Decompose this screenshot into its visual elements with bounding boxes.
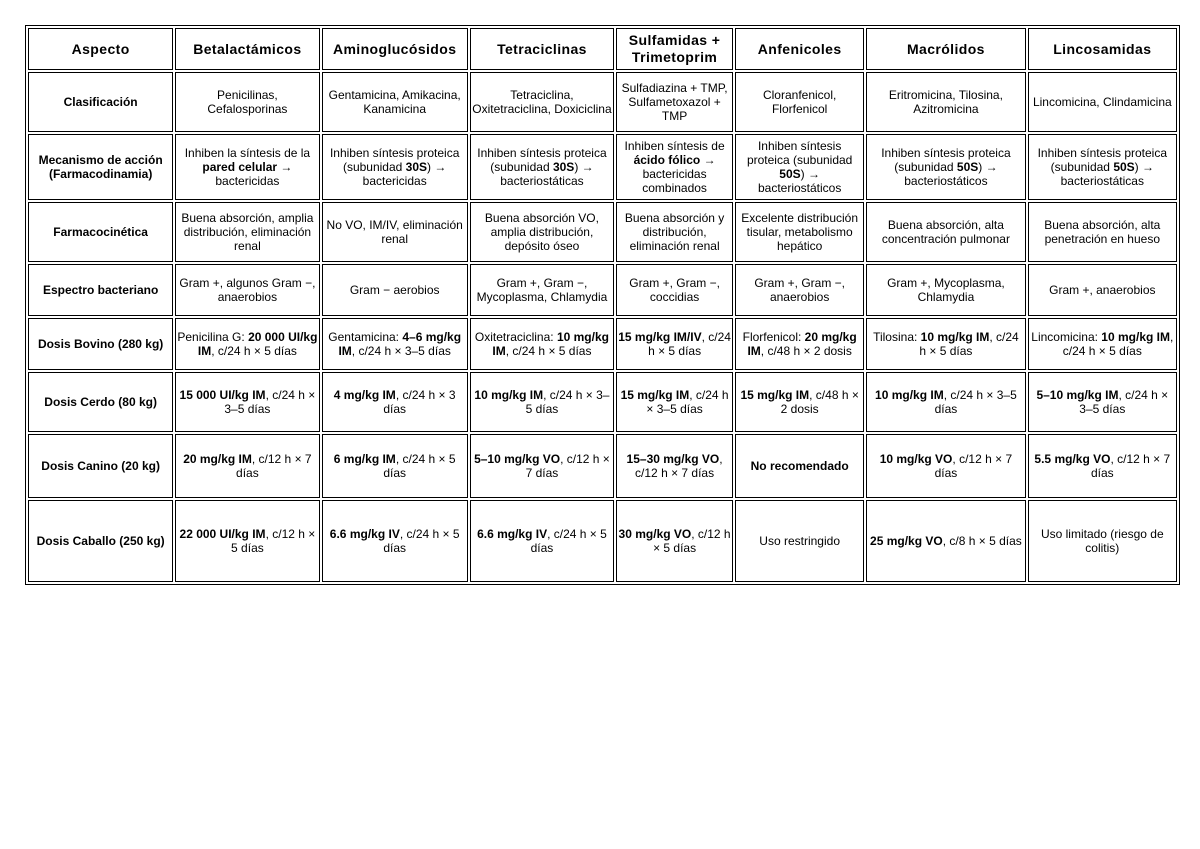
table-row [28, 434, 1177, 498]
cell-text-bold: 20 mg/kg IM [183, 452, 252, 466]
cell-text: Buena absorción y distribución, eliminación renal [624, 211, 725, 253]
table-cell [322, 72, 468, 132]
column-header: Sulfamidas + Trimetoprim [616, 28, 733, 70]
cell-text-bold: 50S [779, 167, 801, 181]
table-row [28, 202, 1177, 262]
table-cell [470, 72, 614, 132]
column-header: Aspecto [28, 28, 173, 70]
table-row [28, 318, 1177, 370]
table-row [28, 134, 1177, 200]
table-header-row [28, 28, 1177, 70]
cell-text: Cloranfenicol, Florfenicol [762, 88, 837, 116]
cell-text: Inhiben síntesis proteica (subunidad [329, 146, 460, 174]
row-header: Dosis Cerdo (80 kg) [28, 372, 173, 432]
cell-text: Lincomicina: [1031, 330, 1102, 344]
cell-text: ) → bactericidas [362, 160, 447, 188]
cell-text-bold: 6.6 mg/kg IV [329, 527, 400, 541]
cell-text: , c/12 h × 5 días [653, 527, 731, 555]
cell-text-bold: 30 mg/kg VO [618, 527, 692, 541]
cell-text: Inhiben síntesis de [624, 139, 725, 153]
cell-text: Gram +, Gram −, coccidias [629, 276, 720, 304]
table-cell [735, 434, 864, 498]
cell-text: Florfenicol: [742, 330, 805, 344]
cell-text-bold: 15 mg/kg IM [620, 388, 690, 402]
cell-text: Penicilina G: [177, 330, 249, 344]
table-cell [735, 134, 864, 200]
cell-text: , c/24 h × 3–5 días [351, 344, 451, 358]
cell-text: No VO, IM/IV, eliminación renal [326, 218, 463, 246]
table-cell [1028, 202, 1177, 262]
table-cell [616, 264, 733, 316]
cell-text: , c/24 h × 5 días [383, 452, 456, 480]
column-header: Lincosamidas [1028, 28, 1177, 70]
cell-text-bold: 10 mg/kg VO [879, 452, 953, 466]
table-cell [866, 134, 1025, 200]
cell-text: Excelente distribución tisular, metabolismo hepático [741, 211, 859, 253]
cell-text: Gram +, anaerobios [1049, 283, 1156, 297]
cell-text: , c/8 h × 5 días [942, 534, 1022, 548]
table-cell [1028, 372, 1177, 432]
table-row [28, 372, 1177, 432]
table-cell [616, 72, 733, 132]
cell-text: ) → bacteriostáticas [500, 160, 594, 188]
table-cell [1028, 72, 1177, 132]
cell-text: Tetraciclina, Oxitetraciclina, Doxiciclina [472, 88, 612, 116]
table-cell [175, 202, 319, 262]
table-row [28, 500, 1177, 582]
table-cell [175, 134, 319, 200]
column-header: Macrólidos [866, 28, 1025, 70]
table-cell [322, 264, 468, 316]
cell-text: Inhiben síntesis proteica (subunidad [881, 146, 1011, 174]
table-body [28, 72, 1177, 582]
cell-text: Inhiben síntesis proteica (subunidad [1037, 146, 1168, 174]
table-cell [175, 318, 319, 370]
cell-text: , c/24 h × 3–5 días [934, 388, 1017, 416]
table-cell [322, 500, 468, 582]
table-cell [735, 202, 864, 262]
table-cell [1028, 134, 1177, 200]
antibiotics-comparison-table [25, 25, 1180, 585]
cell-text-bold: 6 mg/kg IM [333, 452, 396, 466]
cell-text-bold: 15 000 UI/kg IM [179, 388, 266, 402]
table-cell [470, 318, 614, 370]
table-cell [866, 434, 1025, 498]
cell-text: , c/12 h × 7 días [635, 452, 723, 480]
cell-text-bold: 10 mg/kg IM [1101, 330, 1170, 344]
cell-text: Inhiben la síntesis de la [184, 146, 311, 160]
row-header: Dosis Canino (20 kg) [28, 434, 173, 498]
cell-text: Tilosina: [873, 330, 921, 344]
table-row [28, 264, 1177, 316]
cell-text-bold: 20 mg/kg IM [747, 330, 857, 358]
table-cell [1028, 434, 1177, 498]
cell-text-bold: 50S [956, 160, 979, 174]
cell-text: Gram +, algunos Gram −, anaerobios [179, 276, 316, 304]
row-header: Mecanismo de acción (Farmacodinamia) [28, 134, 173, 200]
table-cell [616, 500, 733, 582]
cell-text: ) → bacteriostáticos [904, 160, 998, 188]
cell-text: Uso restringido [759, 534, 840, 548]
cell-text-bold: pared celular → [202, 160, 293, 174]
cell-text-bold: 10 mg/kg IM [920, 330, 990, 344]
table-cell [735, 500, 864, 582]
cell-text: Buena absorción VO, amplia distribución, depósito óseo [484, 211, 599, 253]
table-cell [470, 500, 614, 582]
table-cell [616, 372, 733, 432]
cell-text: , c/24 h × 5 días [383, 527, 460, 555]
cell-text-bold: 5–10 mg/kg IM [1036, 388, 1119, 402]
table-cell [1028, 264, 1177, 316]
cell-text: , c/24 h × 3 días [383, 388, 456, 416]
cell-text-bold: 4 mg/kg IM [333, 388, 396, 402]
cell-text: Penicilinas, Cefalosporinas [207, 88, 288, 116]
cell-text: Buena absorción, alta concentración pulmonar [881, 218, 1010, 246]
cell-text: , c/24 h × 5 días [919, 330, 1019, 358]
cell-text: Gentamicina, Amikacina, Kanamicina [328, 88, 461, 116]
cell-text: ) → bacteriostáticas [1060, 160, 1155, 188]
table-cell [322, 134, 468, 200]
cell-text-bold: ácido fólico → [633, 153, 716, 167]
table-cell [322, 318, 468, 370]
table-cell [470, 434, 614, 498]
cell-text: , c/12 h × 7 días [1090, 452, 1171, 480]
cell-text: Lincomicina, Clindamicina [1032, 95, 1172, 109]
table-cell [175, 500, 319, 582]
cell-text-bold: 30S [552, 160, 575, 174]
cell-text: , c/12 h × 7 días [934, 452, 1013, 480]
table-cell [1028, 318, 1177, 370]
table-cell [616, 134, 733, 200]
cell-text: , c/12 h × 5 días [231, 527, 316, 555]
table-cell [735, 264, 864, 316]
table-cell [866, 500, 1025, 582]
table-cell [175, 434, 319, 498]
table-cell [735, 372, 864, 432]
cell-text: Uso limitado (riesgo de colitis) [1040, 527, 1164, 555]
table-cell [470, 372, 614, 432]
table-cell [735, 318, 864, 370]
cell-text: , c/24 h × 5 días [211, 344, 297, 358]
cell-text-bold: 15 mg/kg IM [740, 388, 810, 402]
cell-text: , c/24 h × 5 días [1062, 330, 1174, 358]
row-header: Dosis Bovino (280 kg) [28, 318, 173, 370]
cell-text: , c/48 h × 2 dosis [760, 344, 852, 358]
cell-text: Gram − aerobios [349, 283, 440, 297]
cell-text-bold: 5–10 mg/kg VO [474, 452, 561, 466]
table-cell [616, 202, 733, 262]
row-header: Farmacocinética [28, 202, 173, 262]
cell-text-bold: 6.6 mg/kg IV [477, 527, 548, 541]
row-header: Espectro bacteriano [28, 264, 173, 316]
cell-text: , c/24 h × 5 días [505, 344, 592, 358]
cell-text-bold: 10 mg/kg IM [492, 330, 609, 358]
cell-text: , c/24 h × 5 días [648, 330, 731, 358]
table-cell [866, 318, 1025, 370]
cell-text: Oxitetraciclina: [474, 330, 557, 344]
column-header: Anfenicoles [735, 28, 864, 70]
cell-text: Gram +, Gram −, Mycoplasma, Chlamydia [476, 276, 608, 304]
cell-text: , c/24 h × 3–5 días [224, 388, 316, 416]
table-cell [175, 372, 319, 432]
cell-text: Inhiben síntesis proteica (subunidad [477, 146, 607, 174]
cell-text: , c/24 h × 5 días [530, 527, 607, 555]
cell-text-bold: No recomendado [750, 459, 849, 473]
cell-text: Buena absorción, amplia distribución, eliminación renal [181, 211, 314, 253]
cell-text-bold: 5.5 mg/kg VO [1034, 452, 1111, 466]
row-header: Dosis Caballo (250 kg) [28, 500, 173, 582]
cell-text-bold: 20 000 UI/kg IM [197, 330, 318, 358]
row-header: Clasificación [28, 72, 173, 132]
cell-text: , c/12 h × 7 días [236, 452, 312, 480]
cell-text: bactericidas [215, 174, 280, 188]
table-cell [866, 202, 1025, 262]
table-cell [470, 264, 614, 316]
cell-text: , c/24 h × 3–5 días [646, 388, 729, 416]
column-header: Aminoglucósidos [322, 28, 468, 70]
cell-text-bold: 50S [1113, 160, 1135, 174]
cell-text: Gram +, Gram −, anaerobios [754, 276, 845, 304]
cell-text-bold: 4–6 mg/kg IM [338, 330, 462, 358]
cell-text-bold: 30S [405, 160, 428, 174]
cell-text: , c/12 h × 7 días [525, 452, 610, 480]
column-header: Betalactámicos [175, 28, 319, 70]
table-cell [322, 434, 468, 498]
column-header: Tetraciclinas [470, 28, 614, 70]
table-cell [322, 202, 468, 262]
cell-text: Inhiben síntesis proteica (subunidad [746, 139, 853, 167]
cell-text: bactericidas combinados [642, 167, 707, 195]
cell-text-bold: 10 mg/kg IM [474, 388, 544, 402]
cell-text-bold: 15–30 mg/kg VO [626, 452, 720, 466]
table-cell [735, 72, 864, 132]
cell-text-bold: 15 mg/kg IM/IV [618, 330, 702, 344]
cell-text: Gram +, Mycoplasma, Chlamydia [887, 276, 1005, 304]
cell-text: Eritromicina, Tilosina, Azitromicina [888, 88, 1003, 116]
table-cell [470, 202, 614, 262]
table-row [28, 72, 1177, 132]
cell-text: , c/48 h × 2 dosis [780, 388, 859, 416]
cell-text-bold: 10 mg/kg IM [875, 388, 944, 402]
table-cell [616, 434, 733, 498]
cell-text: , c/24 h × 3–5 días [1079, 388, 1169, 416]
table-cell [175, 264, 319, 316]
table-cell [866, 264, 1025, 316]
table-cell [1028, 500, 1177, 582]
table-cell [322, 372, 468, 432]
table-cell [866, 72, 1025, 132]
table-cell [866, 372, 1025, 432]
cell-text: Sulfadiazina + TMP, Sulfametoxazol + TMP [621, 81, 728, 123]
cell-text-bold: 22 000 UI/kg IM [179, 527, 266, 541]
table-cell [175, 72, 319, 132]
cell-text-bold: 25 mg/kg VO [870, 534, 943, 548]
table-cell [470, 134, 614, 200]
cell-text: , c/24 h × 3–5 días [525, 388, 610, 416]
cell-text: Buena absorción, alta penetración en hueso [1044, 218, 1161, 246]
table-cell [616, 318, 733, 370]
cell-text: Gentamicina: [328, 330, 403, 344]
cell-text: ) → bacteriostáticos [757, 167, 842, 195]
